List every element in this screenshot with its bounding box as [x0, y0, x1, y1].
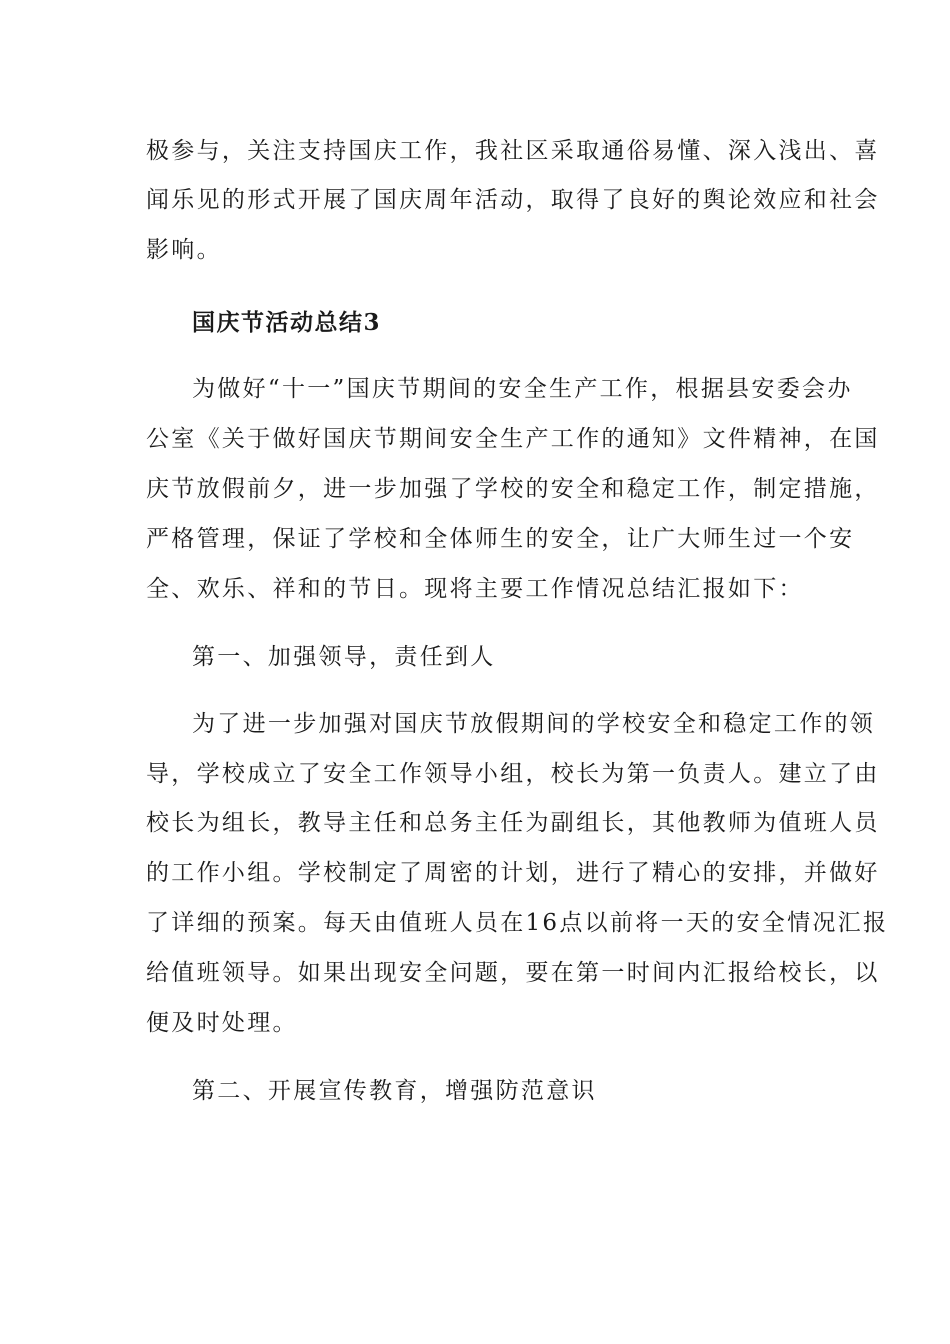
- paragraph-line: 便及时处理。: [146, 1010, 298, 1036]
- paragraph-line: 校长为组长，教导主任和总务主任为副组长，其他教师为值班人员: [146, 810, 880, 836]
- paragraph-line: 为做好“十一”国庆节期间的安全生产工作，根据县安委会办: [192, 376, 853, 402]
- paragraph-line: 的工作小组。学校制定了周密的计划，进行了精心的安排，并做好: [146, 860, 880, 886]
- paragraph-line: 全、欢乐、祥和的节日。现将主要工作情况总结汇报如下：: [146, 576, 804, 602]
- paragraph-line: 闻乐见的形式开展了国庆周年活动，取得了良好的舆论效应和社会: [146, 187, 880, 213]
- paragraph-line: 严格管理，保证了学校和全体师生的安全，让广大师生过一个安: [146, 526, 855, 552]
- subsection-title: 第二、开展宣传教育，增强防范意识: [192, 1078, 597, 1104]
- section-heading: 国庆节活动总结3: [192, 309, 382, 336]
- paragraph-line: 了详细的预案。每天由值班人员在16点以前将一天的安全情况汇报: [146, 910, 889, 936]
- paragraph-line: 为了进一步加强对国庆节放假期间的学校安全和稳定工作的领: [192, 711, 876, 737]
- subsection-title: 第一、加强领导，责任到人: [192, 644, 496, 670]
- paragraph-line: 庆节放假前夕，进一步加强了学校的安全和稳定工作，制定措施，: [146, 476, 880, 502]
- paragraph-line: 公室《关于做好国庆节期间安全生产工作的通知》文件精神，在国: [146, 426, 880, 452]
- paragraph-line: 极参与，关注支持国庆工作，我社区采取通俗易懂、深入浅出、喜: [146, 138, 880, 164]
- paragraph-line: 给值班领导。如果出现安全问题，要在第一时间内汇报给校长，以: [146, 960, 880, 986]
- paragraph-line: 导，学校成立了安全工作领导小组，校长为第一负责人。建立了由: [146, 761, 880, 787]
- paragraph-line: 影响。: [146, 237, 222, 263]
